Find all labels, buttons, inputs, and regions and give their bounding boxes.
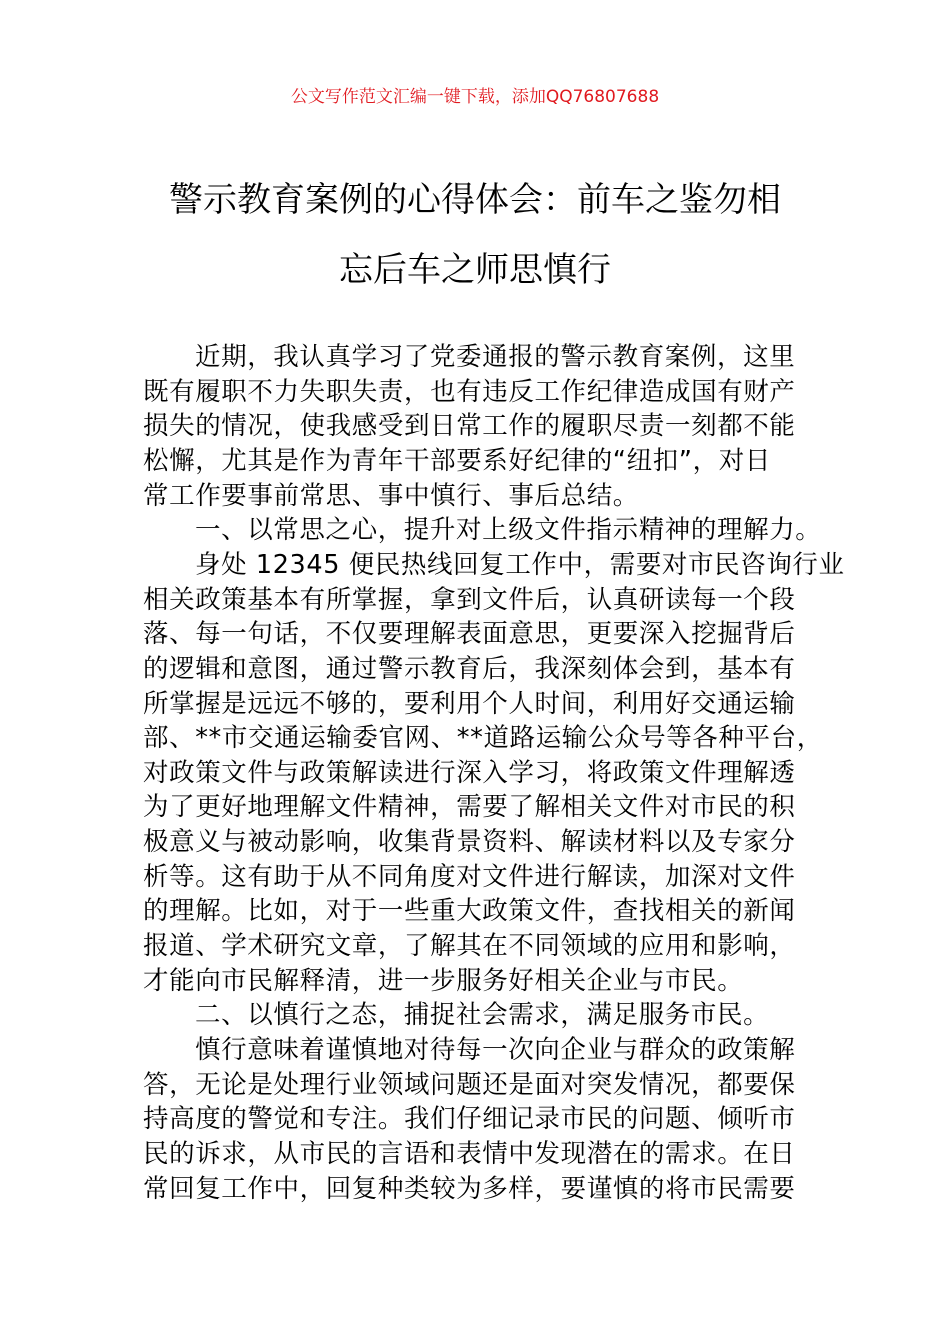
paragraph-line: 为了更好地理解文件精神，需要了解相关文件对市民的积: [143, 792, 796, 823]
paragraph-line: 对政策文件与政策解读进行深入学习，将政策文件理解透: [143, 757, 796, 788]
paragraph-line: 落、每一句话，不仅要理解表面意思，更要深入挖掘背后: [143, 619, 796, 650]
paragraph-line: 的理解。比如，对于一些重大政策文件，查找相关的新闻: [143, 896, 796, 927]
paragraph-line: 常工作要事前常思、事中慎行、事后总结。: [143, 480, 639, 511]
section-heading: 一、以常思之心，提升对上级文件指示精神的理解力。: [195, 515, 822, 546]
paragraph-line: 近期，我认真学习了党委通报的警示教育案例，这里: [195, 342, 796, 372]
paragraph-line: 报道、学术研究文章，了解其在不同领域的应用和影响，: [143, 931, 796, 962]
paragraph-line: 极意义与被动影响，收集背景资料、解读材料以及专家分: [143, 827, 796, 858]
paragraph-line: 答，无论是处理行业领域问题还是面对突发情况，都要保: [143, 1069, 796, 1100]
document-title-line-1: 警示教育案例的心得体会：前车之鉴勿相: [169, 180, 781, 220]
section-heading: 二、以慎行之态，捕捉社会需求，满足服务市民。: [195, 1000, 770, 1031]
paragraph-line: 所掌握是远远不够的，要利用个人时间，利用好交通运输: [143, 688, 796, 719]
paragraph-line: 相关政策基本有所掌握，拿到文件后，认真研读每一个段: [143, 584, 796, 615]
paragraph-line: 常回复工作中，回复种类较为多样，要谨慎的将市民需要: [143, 1173, 796, 1204]
paragraph-line: 的逻辑和意图，通过警示教育后，我深刻体会到，基本有: [143, 653, 796, 684]
paragraph-line: 既有履职不力失职失责，也有违反工作纪律造成国有财产: [143, 376, 796, 407]
paragraph-line: 慎行意味着谨慎地对待每一次向企业与群众的政策解: [195, 1035, 796, 1065]
paragraph-line: 损失的情况，使我感受到日常工作的履职尽责一刻都不能: [143, 411, 796, 442]
paragraph-line: 民的诉求，从市民的言语和表情中发现潜在的需求。在日: [143, 1138, 796, 1169]
paragraph-line: 身处 12345 便民热线回复工作中，需要对市民咨询行业: [195, 549, 845, 580]
paragraph-line: 松懈，尤其是作为青年干部要系好纪律的“纽扣”，对日: [143, 445, 771, 476]
paragraph-line: 持高度的警觉和专注。我们仔细记录市民的问题、倾听市: [143, 1104, 796, 1135]
paragraph-line: 析等。这有助于从不同角度对文件进行解读，加深对文件: [143, 861, 796, 892]
document-title-line-2: 忘后车之师思慎行: [339, 250, 611, 290]
paragraph-line: 才能向市民解释清，进一步服务好相关企业与市民。: [143, 965, 744, 996]
paragraph-line: 部、**市交通运输委官网、**道路运输公众号等各种平台，: [143, 723, 823, 754]
download-banner: 公文写作范文汇编一键下载，添加QQ76807688: [290, 87, 660, 107]
